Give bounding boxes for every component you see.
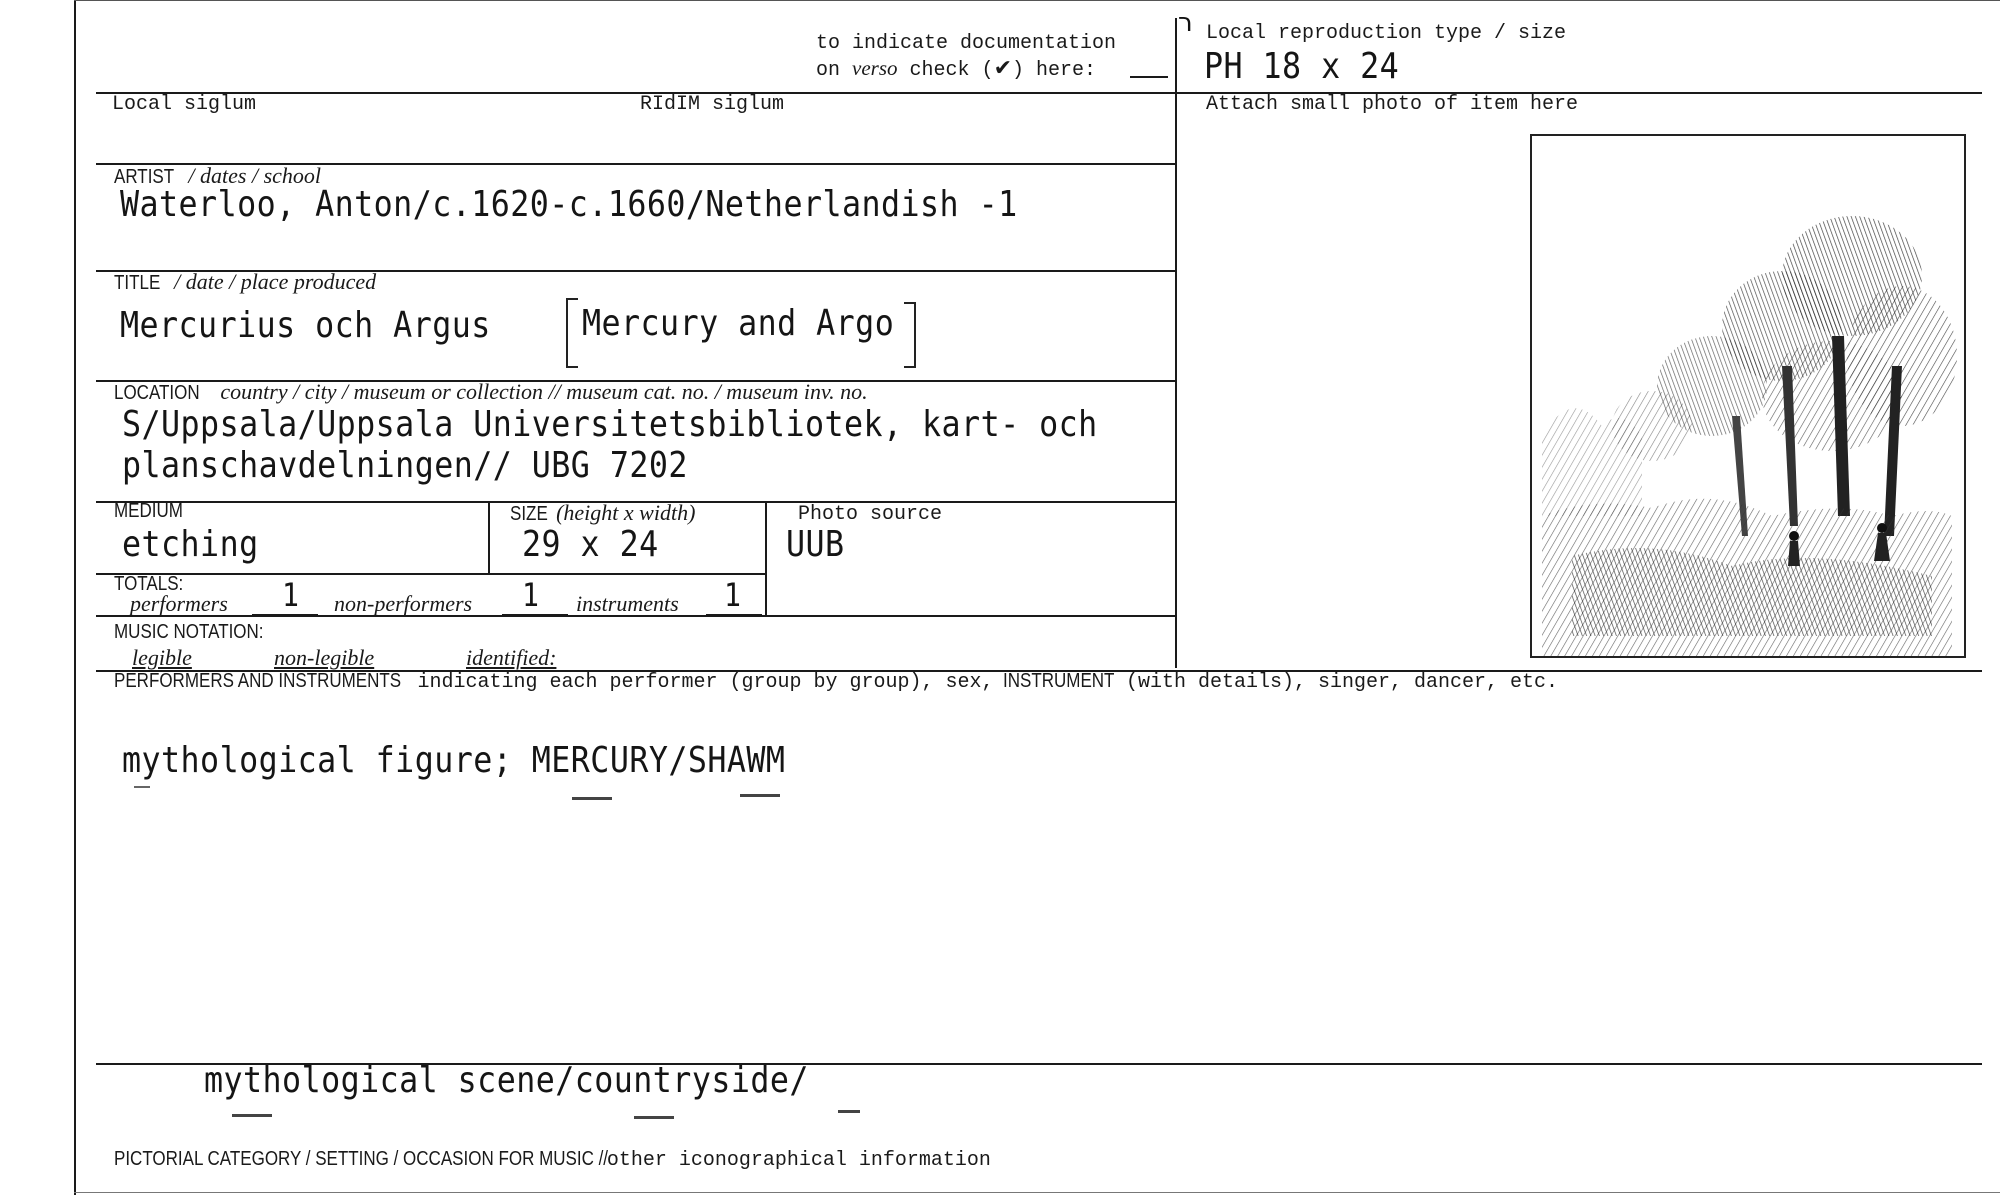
performers-count-label: performers <box>130 591 228 616</box>
title-bracket-left <box>566 298 578 368</box>
card-top-border <box>74 0 2000 1</box>
local-siglum-label: Local siglum <box>112 93 257 116</box>
repro-type-label: Local reproduction type / size <box>1206 22 1567 45</box>
size-label-caps: SIZE <box>510 503 548 525</box>
photo-source-value[interactable]: UUB <box>786 524 845 565</box>
location-label <box>114 379 868 405</box>
size-label <box>510 500 695 526</box>
pictorial-label <box>114 1148 991 1172</box>
pictorial-underline-mark-3 <box>838 1110 860 1113</box>
verso-instruction-line2 <box>816 56 1096 82</box>
checkmark-icon: ✔ <box>993 56 1012 81</box>
artist-label-italic: / dates / school <box>188 163 322 188</box>
performers-label-desc: indicating each performer (group by group), sex, <box>417 671 994 694</box>
performers-underline-mark-2 <box>572 797 612 800</box>
instruments-count-value[interactable]: 1 <box>724 576 742 614</box>
size-label-italic: (height x width) <box>556 500 696 525</box>
etching-landscape-image <box>1532 136 1964 656</box>
performers-underline-mark-3 <box>740 794 780 797</box>
title-label-caps: TITLE <box>114 272 161 294</box>
title-value[interactable]: Mercurius och Argus <box>120 305 491 346</box>
card-bottom-border <box>74 1192 2000 1193</box>
location-line2[interactable]: planschavdelningen// UBG 7202 <box>122 445 688 486</box>
totals-label: TOTALS: <box>114 573 184 595</box>
header-divider <box>96 92 1982 94</box>
verso-here-text: ) here: <box>1012 59 1097 82</box>
performers-label-details: (with details), singer, dancer, etc. <box>1125 671 1559 694</box>
medium-value[interactable]: etching <box>122 524 259 565</box>
corner-mark: ר <box>1178 8 1193 38</box>
medium-size-divider <box>488 501 490 573</box>
location-line1[interactable]: S/Uppsala/Uppsala Universitetsbibliotek, kart- och <box>122 404 1098 445</box>
verso-check-blank[interactable] <box>1130 76 1168 78</box>
pictorial-label-caps: PICTORIAL CATEGORY / SETTING / OCCASION FOR MUSIC // <box>114 1148 609 1170</box>
music-identified-option[interactable]: identified: <box>466 645 557 670</box>
location-label-caps: LOCATION <box>114 382 200 404</box>
medium-label: MEDIUM <box>114 500 183 522</box>
non-performers-count-label: non-performers <box>334 591 473 616</box>
verso-on-text: on <box>816 59 841 82</box>
performers-count-value[interactable]: 1 <box>282 576 300 614</box>
title-label-italic: / date / place produced <box>174 269 377 294</box>
verso-italic-text: verso <box>852 56 898 80</box>
performers-label <box>114 670 1558 694</box>
verso-check-text: check ( <box>909 59 994 82</box>
size-photosource-divider <box>765 501 767 617</box>
performers-count-blank <box>252 614 318 615</box>
pictorial-value[interactable]: mythological scene/countryside/ <box>204 1060 809 1101</box>
pictorial-underline-mark-2 <box>634 1116 674 1119</box>
performers-underline-mark-1 <box>134 786 150 788</box>
pictorial-label-other: other iconographical information <box>606 1149 991 1172</box>
performers-label-instrument: INSTRUMENT <box>1003 670 1115 692</box>
performers-value[interactable]: mythological figure; MERCURY/SHAWM <box>122 740 786 781</box>
music-non-legible-option[interactable]: non-legible <box>274 645 375 670</box>
location-label-italic: country / city / museum or collection // museum cat. no. / museum inv. no. <box>220 379 868 404</box>
photo-source-label: Photo source <box>798 503 943 526</box>
photo-attach-label: Attach small photo of item here <box>1206 93 1579 116</box>
verso-instruction-line1: to indicate documentation <box>816 32 1117 55</box>
totals-top-rule <box>96 573 766 575</box>
music-notation-label: MUSIC NOTATION: <box>114 621 264 643</box>
pictorial-underline-mark-1 <box>232 1114 272 1117</box>
card-left-border <box>74 0 76 1195</box>
performers-label-caps: PERFORMERS AND INSTRUMENTS <box>114 670 402 692</box>
repro-type-value[interactable]: PH 18 x 24 <box>1204 46 1400 87</box>
title-bracket-right <box>904 302 916 368</box>
title-translation[interactable]: Mercury and Argo <box>582 303 895 344</box>
right-panel-divider <box>1175 18 1177 668</box>
music-legible-option[interactable]: legible <box>132 645 192 670</box>
instruments-count-label: instruments <box>576 591 679 616</box>
attached-photo <box>1530 134 1966 658</box>
instruments-count-blank <box>706 614 762 615</box>
artist-label-caps: ARTIST <box>114 166 175 188</box>
non-performers-count-value[interactable]: 1 <box>522 576 540 614</box>
artist-value[interactable]: Waterloo, Anton/c.1620-c.1660/Netherlandish -1 <box>120 184 1018 225</box>
size-value[interactable]: 29 x 24 <box>522 524 659 565</box>
title-label <box>114 269 376 295</box>
ridim-siglum-label: RIdIM siglum <box>640 93 785 116</box>
non-performers-count-blank <box>502 614 568 615</box>
